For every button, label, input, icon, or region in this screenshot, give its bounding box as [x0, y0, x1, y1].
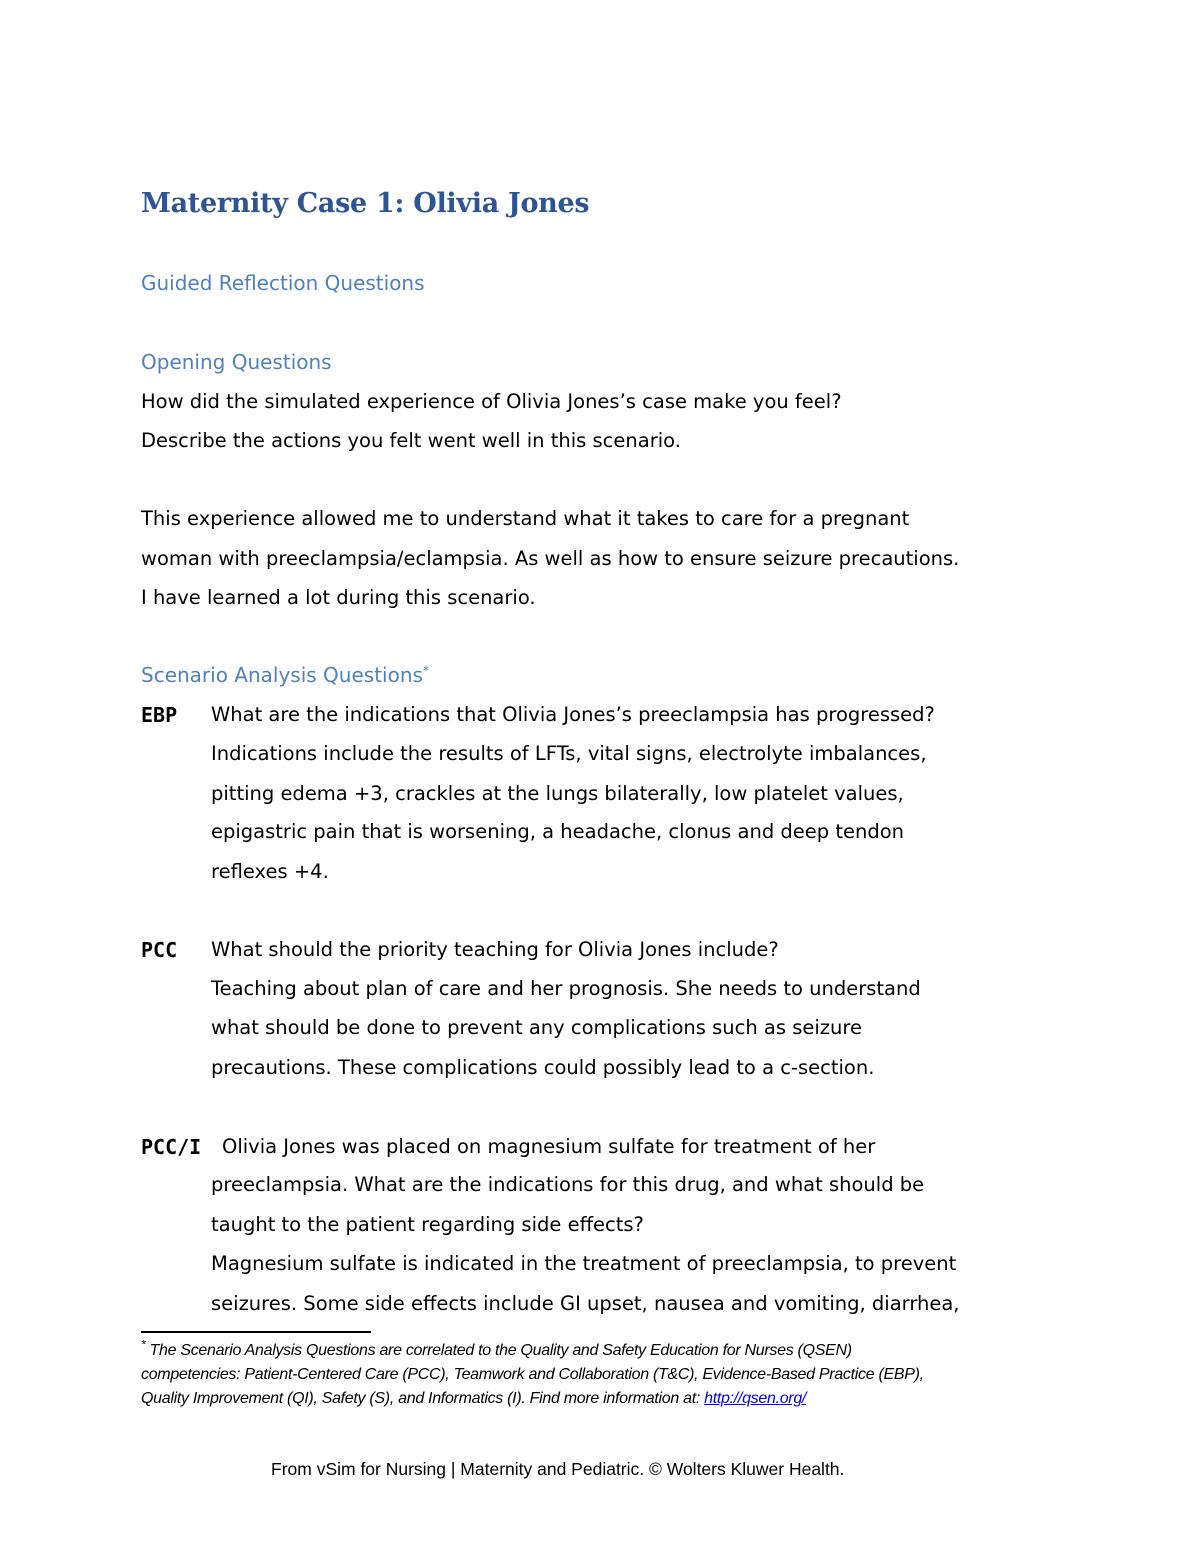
competency-label-pcc: PCC	[141, 938, 178, 962]
opening-questions-heading: Opening Questions	[141, 350, 332, 374]
footnote-line	[141, 1337, 852, 1360]
opening-answer-line: I have learned a lot during this scenario.	[141, 586, 536, 609]
ebp-question-line: What are the indications that Olivia Jones’s preeclampsia has progressed?	[211, 703, 935, 726]
competency-label-pcc-i: PCC/I	[141, 1135, 202, 1159]
footnote-text: Quality Improvement (QI), Safety (S), and Informatics (I). Find more information at:	[141, 1390, 705, 1407]
footnote-mark: *	[141, 1337, 146, 1352]
pcc-i-answer-line: seizures. Some side effects include GI upset, nausea and vomiting, diarrhea,	[211, 1292, 960, 1315]
pcc-i-question-line: taught to the patient regarding side effects?	[211, 1213, 644, 1236]
pcc-answer-line: what should be done to prevent any complications such as seizure	[211, 1016, 862, 1039]
footnote-separator	[141, 1331, 371, 1333]
ebp-answer-line: epigastric pain that is worsening, a headache, clonus and deep tendon	[211, 820, 905, 843]
page-footer: From vSim for Nursing | Maternity and Pediatric. © Wolters Kluwer Health.	[271, 1459, 845, 1479]
opening-answer-line: woman with preeclampsia/eclampsia. As well as how to ensure seizure precautions.	[141, 547, 960, 570]
ebp-answer-line: Indications include the results of LFTs, vital signs, electrolyte imbalances,	[211, 742, 927, 765]
footnote-line: competencies: Patient-Centered Care (PCC), Teamwork and Collaboration (T&C), Evidence-Based Practice (EBP),	[141, 1366, 924, 1383]
opening-question-line: Describe the actions you felt went well in this scenario.	[141, 429, 681, 452]
pcc-answer-line: precautions. These complications could possibly lead to a c-section.	[211, 1056, 875, 1079]
pcc-i-question-line: Olivia Jones was placed on magnesium sulfate for treatment of her	[222, 1135, 876, 1158]
pcc-i-question-line: preeclampsia. What are the indications for this drug, and what should be	[211, 1173, 925, 1196]
pcc-answer-line: Teaching about plan of care and her prognosis. She needs to understand	[211, 977, 921, 1000]
ebp-answer-line: reflexes +4.	[211, 860, 329, 883]
pcc-question-line: What should the priority teaching for Olivia Jones include?	[211, 938, 779, 961]
scenario-analysis-heading	[141, 663, 429, 687]
footnote-line	[141, 1390, 806, 1408]
page-title: Maternity Case 1: Olivia Jones	[141, 188, 590, 219]
scenario-analysis-heading-text: Scenario Analysis Questions	[141, 663, 423, 687]
competency-label-ebp: EBP	[141, 703, 178, 727]
qsen-link[interactable]: http://qsen.org/	[704, 1390, 807, 1407]
opening-question-line: How did the simulated experience of Olivia Jones’s case make you feel?	[141, 390, 842, 413]
footnote-text: The Scenario Analysis Questions are correlated to the Quality and Safety Education for Nurses (QSEN)	[149, 1342, 852, 1359]
pcc-i-answer-line: Magnesium sulfate is indicated in the treatment of preeclampsia, to prevent	[211, 1252, 957, 1275]
subtitle-heading: Guided Reflection Questions	[141, 271, 425, 295]
opening-answer-line: This experience allowed me to understand what it takes to care for a pregnant	[141, 507, 910, 530]
footnote-reference-mark: *	[422, 663, 429, 678]
ebp-answer-line: pitting edema +3, crackles at the lungs bilaterally, low platelet values,	[211, 782, 904, 805]
